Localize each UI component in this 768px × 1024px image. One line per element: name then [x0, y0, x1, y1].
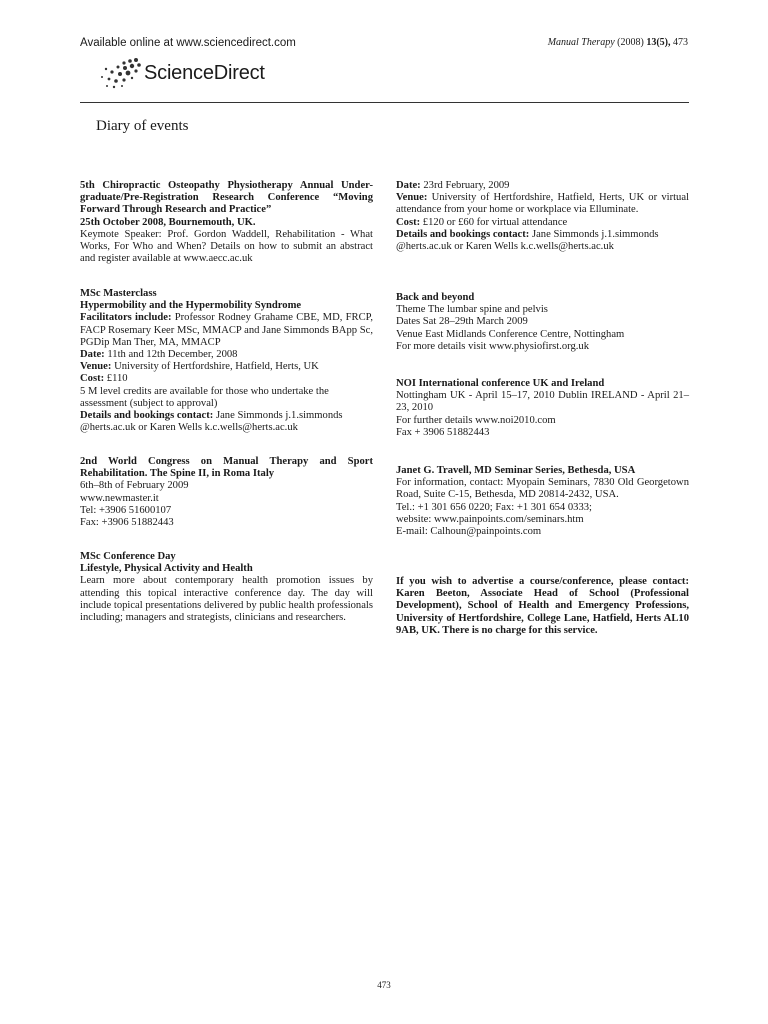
cost-label: Cost:: [80, 373, 105, 385]
event-dates: Dates Sat 28–29th March 2009: [396, 316, 528, 328]
page-number: 473: [377, 980, 391, 990]
event-title: 5th Chiropractic Osteopathy Physiotherapy Annual Under-graduate/Pre-Registration Research Conference “Moving Forward Through Research and Practice”: [80, 180, 373, 216]
event-title: Back and beyond: [396, 292, 475, 303]
event-web: www.newmaster.it: [80, 492, 159, 504]
facilitators-text: Professor Rodney Grahame CBE, MD, FRCP, FACP Rosemary Keer MSc, MMACP and Jane Simmonds BApp Sc, PGDip Man Ther, MA, MMACP: [80, 312, 373, 348]
contact-label: Details and bookings contact:: [396, 228, 530, 240]
date-text: 11th and 12th December, 2008: [107, 349, 238, 361]
event-back-and-beyond: [396, 292, 689, 353]
event-details: For more details visit www.physiofirst.org.uk: [396, 340, 590, 352]
event-conference-day-details: [396, 180, 689, 253]
event-fax: Fax + 3906 51882443: [396, 426, 490, 438]
notice-text: If you wish to advertise a course/conference, please contact: Karen Beeton, Associate Head of School (Professional Development), School of Health and Emergency Professions, University of Hertfordshire, College Lane, Hatfield, Herts AL10 9AB, UK. There is no charge for this service.: [396, 576, 689, 636]
event-body: Learn more about contemporary health promotion issues by attending this topical interactive conference day. The day will include topical presentations delivered by public health professionals including; managers and strategists, clinicians and researchers.: [80, 575, 373, 624]
event-theme: Theme The lumbar spine and pelvis: [396, 304, 548, 316]
event-title: 2nd World Congress on Manual Therapy and Sport Rehabilitation. The Spine II, in Roma Italy: [80, 456, 373, 480]
journal-name: Manual Therapy: [547, 37, 615, 48]
venue-label: Venue:: [80, 361, 112, 373]
sciencedirect-logo-text: ScienceDirect: [144, 62, 265, 84]
event-email: E-mail: Calhoun@painpoints.com: [396, 526, 542, 538]
event-date: 25th October 2008, Bournemouth, UK.: [80, 216, 256, 228]
date-text: 23rd February, 2009: [423, 180, 510, 191]
event-msc-conference-day: [80, 551, 373, 624]
cost-text: £110: [106, 373, 128, 385]
venue-text: University of Hertfordshire, Hatfield, Herts, UK: [114, 361, 319, 373]
cost-label: Cost:: [396, 216, 421, 228]
event-subtitle: Lifestyle, Physical Activity and Health: [80, 563, 253, 575]
event-tel: Tel: +3906 51600107: [80, 504, 172, 516]
contact-label: Details and bookings contact:: [80, 410, 214, 422]
event-msc-masterclass: [80, 288, 373, 434]
event-travell-seminar: [396, 465, 689, 538]
event-web: website: www.painpoints.com/seminars.htm: [396, 513, 584, 525]
event-title: NOI International conference UK and Ireland: [396, 378, 605, 389]
contact-text: Jane Simmonds j.1.simmonds @herts.ac.uk or Karen Wells k.c.wells@herts.ac.uk: [80, 410, 343, 434]
event-body: Keymote Speaker: Prof. Gordon Waddell, Rehabilitation - What Works, For Who and When? Details on how to submit an abstract and register available at www.aecc.ac.uk: [80, 228, 373, 265]
date-label: Date:: [80, 349, 105, 361]
event-subtitle: Hypermobility and the Hypermobility Syndrome: [80, 300, 302, 312]
journal-citation: [548, 37, 688, 48]
event-fax: Fax: +3906 51882443: [80, 517, 174, 529]
event-title: Janet G. Travell, MD Seminar Series, Bethesda, USA: [396, 465, 636, 476]
credits-text: 5 M level credits are available for those who undertake the assessment (subject to approval): [80, 385, 329, 409]
event-details: For further details www.noi2010.com: [396, 414, 556, 426]
header-rule: [80, 102, 689, 103]
event-world-congress: [80, 456, 373, 529]
event-body: Nottingham UK - April 15–17, 2010 Dublin IRELAND - April 21–23, 2010: [396, 390, 689, 414]
event-venue: Venue East Midlands Conference Centre, Nottingham: [396, 328, 625, 340]
contact-text: Jane Simmonds j.1.simmonds @herts.ac.uk or Karen Wells k.c.wells@herts.ac.uk: [396, 228, 659, 253]
available-online-text: Available online at www.sciencedirect.com: [80, 37, 296, 49]
event-tel: Tel.: +1 301 656 0220; Fax: +1 301 654 0333;: [396, 501, 593, 513]
event-chiropractic-conference: [80, 180, 373, 265]
journal-page: 473: [673, 37, 688, 48]
event-noi-conference: [396, 378, 689, 439]
journal-volume: 13(5),: [646, 37, 671, 48]
journal-year: (2008): [617, 37, 644, 48]
advertise-notice: [396, 576, 689, 637]
event-dates: 6th–8th of February 2009: [80, 480, 189, 492]
date-label: Date:: [396, 180, 421, 191]
cost-text: £120 or £60 for virtual attendance: [422, 216, 568, 228]
event-title: MSc Conference Day: [80, 551, 176, 562]
event-title: MSc Masterclass: [80, 288, 157, 299]
section-title: Diary of events: [96, 118, 189, 134]
facilitators-label: Facilitators include:: [80, 312, 172, 324]
venue-text: University of Hertfordshire, Hatfield, Herts, UK or virtual attendance from your home or workplace via Elluminate.: [396, 192, 689, 216]
event-body: For information, contact: Myopain Seminars, 7830 Old Georgetown Road, Suite C-15, Bethesda, MD 20814-2432, USA.: [396, 477, 689, 501]
venue-label: Venue:: [396, 192, 428, 204]
